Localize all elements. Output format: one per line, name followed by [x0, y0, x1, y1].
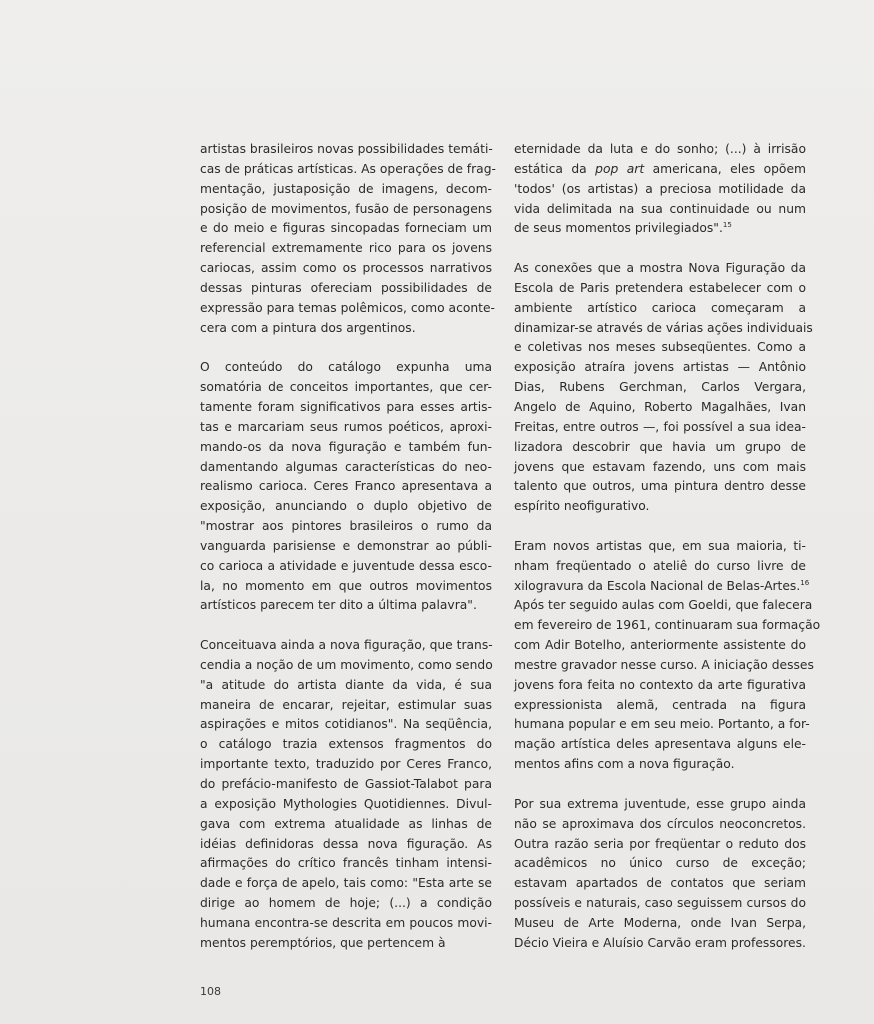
text-line: [200, 815, 492, 835]
text-line: [200, 854, 492, 874]
text-line: [514, 815, 806, 835]
line-text: exposição atraíra jovens artistas — Antônio: [514, 360, 806, 375]
line-text: cas de práticas artísticas. As operações de frag-: [200, 161, 496, 176]
text-line: [514, 398, 806, 418]
footnote-marker: 16: [800, 578, 810, 587]
line-text: "a atitude do artista diante da vida, é sua: [200, 677, 492, 692]
line-text: e do meio e figuras sincopadas forneciam um: [200, 221, 492, 236]
line-text: e coletivas nos meses subseqüentes. Como a: [514, 340, 806, 355]
text-line: [514, 934, 806, 954]
line-text: Eram novos artistas que, em sua maioria, ti-: [514, 538, 806, 553]
line-text: tamente foram significativos para esses artis-: [200, 399, 492, 414]
paragraph: [514, 795, 806, 954]
text-line: [514, 874, 806, 894]
line-text: dessas pinturas ofereciam possibilidades de: [200, 280, 492, 295]
line-text: cariocas, assim como os processos narrativos: [200, 261, 492, 276]
text-line: [200, 497, 492, 517]
line-text: 'todos' (os artistas) a preciosa motilidade da: [514, 181, 806, 196]
line-text: importante texto, traduzido por Ceres Franco,: [200, 757, 492, 772]
line-text: cera com a pintura dos argentinos.: [200, 320, 416, 335]
text-line: [200, 577, 492, 597]
text-line: [514, 835, 806, 855]
line-text: "mostrar aos pintores brasileiros o rumo da: [200, 519, 492, 534]
line-text: em fevereiro de 1961, continuaram sua formação: [514, 618, 821, 633]
text-line: [514, 418, 806, 438]
text-line: [200, 200, 492, 220]
line-text: Museu de Arte Moderna, onde Ivan Serpa,: [514, 915, 806, 930]
text-line: [200, 517, 492, 537]
line-text: Angelo de Aquino, Roberto Magalhães, Ivan: [514, 399, 806, 414]
page-number: 108: [200, 985, 221, 998]
line-text: tas e marcariam seus rumos poéticos, aproxi-: [200, 419, 492, 434]
text-line: [514, 577, 810, 597]
line-text: Escola de Paris pretendera estabelecer com o: [514, 280, 806, 295]
paragraph: [514, 259, 813, 517]
text-line: [200, 259, 492, 279]
line-text: artísticos parecem ter dito a última palavra".: [200, 598, 477, 613]
line-text: la, no momento em que outros movimentos: [200, 578, 492, 593]
line-text: Após ter seguido aulas com Goeldi, que falecera: [514, 598, 813, 613]
line-text: gava com extrema atualidade as linhas de: [200, 816, 492, 831]
line-text: dinamizar-se através de várias ações individuais: [514, 320, 813, 335]
text-line: [200, 557, 492, 577]
line-text: a exposição Mythologies Quotidiennes. Divul-: [200, 796, 492, 811]
text-line: [200, 180, 492, 200]
line-text: idéias definidoras dessa nova figuração. As: [200, 836, 492, 851]
text-line: [514, 438, 806, 458]
line-text: jovens que estavam fazendo, uns com mais: [514, 459, 806, 474]
line-text: mando-os da nova figuração e também fun-: [200, 439, 492, 454]
text-line: [514, 537, 806, 557]
text-line: [514, 219, 806, 239]
text-line: [200, 874, 492, 894]
line-text: vida delimitada na sua continuidade ou num: [514, 201, 806, 216]
paragraph: [514, 140, 806, 239]
line-text: maneira de encarar, rejeitar, estimular suas: [200, 697, 492, 712]
text-line: [200, 299, 495, 319]
line-text: O conteúdo do catálogo expunha uma: [200, 360, 492, 375]
text-line: [200, 140, 492, 160]
text-line: [514, 497, 806, 517]
line-text: não se aproximava dos círculos neoconcretos.: [514, 816, 806, 831]
text-line: [514, 735, 806, 755]
line-text: Outra razão seria por freqüentar o reduto dos: [514, 836, 806, 851]
line-text: co carioca a atividade e juventude dessa esco-: [200, 558, 492, 573]
line-text: estavam apartados de contatos que seriam: [514, 876, 806, 891]
text-line: [200, 676, 492, 696]
paragraph: [514, 537, 821, 775]
line-text: humana encontra-se descrita em poucos movi-: [200, 915, 492, 930]
text-line: [200, 636, 492, 656]
text-line: [200, 696, 492, 716]
text-line: [200, 398, 492, 418]
footnote-marker: 15: [722, 221, 732, 230]
line-text: ambiente artístico carioca começaram a: [514, 300, 806, 315]
text-line: [200, 894, 492, 914]
line-text: mestre gravador nesse curso. A iniciação desses: [514, 657, 814, 672]
line-text: mentos afins com a nova figuração.: [514, 757, 735, 772]
text-line: [514, 180, 806, 200]
line-text: humana popular e em seu meio. Portanto, a for-: [514, 717, 810, 732]
line-text: Dias, Rubens Gerchman, Carlos Vergara,: [514, 380, 806, 395]
text-line: [514, 914, 806, 934]
line-text: expressionista alemã, centrada na figura: [514, 697, 806, 712]
line-text: possíveis e naturais, caso seguissem cursos do: [514, 896, 806, 911]
line-text: dirige ao homem de hoje; (...) a condição: [200, 896, 492, 911]
text-line: [200, 735, 492, 755]
line-text: expressão para temas polêmicos, como aconte-: [200, 300, 495, 315]
paragraph: [200, 358, 492, 616]
line-text: mação artística deles apresentava alguns ele-: [514, 737, 806, 752]
text-line: [200, 319, 492, 339]
line-text: realismo carioca. Ceres Franco apresentava a: [200, 479, 492, 494]
line-text: somatória de conceitos importantes, que cer-: [200, 380, 492, 395]
line-text: damentando algumas características do neo-: [200, 459, 492, 474]
paragraph: [200, 140, 496, 338]
line-text: acadêmicos no único curso de exceção;: [514, 856, 806, 871]
line-text: Freitas, entre outros —, foi possível a sua idea-: [514, 419, 806, 434]
text-line: [514, 200, 806, 220]
text-line: [514, 676, 806, 696]
text-line: [514, 259, 806, 279]
text-line: [200, 914, 492, 934]
text-line: [200, 715, 492, 735]
text-line: [200, 219, 492, 239]
text-line: [200, 755, 492, 775]
line-text: dade e força de apelo, tais como: "Esta arte se: [200, 876, 492, 891]
line-text: As conexões que a mostra Nova Figuração da: [514, 261, 806, 276]
text-line: [514, 378, 806, 398]
text-line: [200, 438, 492, 458]
line-text: jovens fora feita no contexto da arte figurativa: [514, 677, 806, 692]
line-text: afirmações do crítico francês tinham intensi-: [200, 856, 492, 871]
text-line: [514, 696, 806, 716]
text-line: [514, 755, 806, 775]
line-text: Conceituava ainda a nova figuração, que trans-: [200, 638, 493, 653]
text-line: [200, 596, 492, 616]
line-text: Por sua extrema juventude, esse grupo ainda: [514, 796, 806, 811]
line-text: do prefácio-manifesto de Gassiot-Talabot para: [200, 777, 492, 791]
text-line: [200, 477, 492, 497]
line-text: com Adir Botelho, anteriormente assistente do: [514, 638, 806, 653]
line-text: referencial extremamente rico para os jovens: [200, 241, 492, 256]
text-line: [514, 596, 813, 616]
line-text: posição de movimentos, fusão de personagens: [200, 201, 492, 216]
text-line: [514, 616, 821, 636]
text-line: [200, 775, 492, 795]
line-text: nham freqüentado o ateliê do curso livre de: [514, 558, 806, 573]
line-text: talento que outros, uma pintura dentro desse: [514, 479, 806, 494]
text-line: [514, 477, 806, 497]
text-line: [514, 636, 806, 656]
text-line: [514, 299, 806, 319]
text-line: [514, 279, 806, 299]
text-line: [514, 557, 806, 577]
text-line: [514, 319, 813, 339]
paragraph: [200, 636, 492, 954]
line-text: eternidade da luta e do sonho; (...) à irrisão: [514, 142, 806, 156]
line-text: espírito neofigurativo.: [514, 499, 650, 514]
text-line: [200, 656, 492, 676]
text-line: [514, 338, 806, 358]
text-line: [200, 378, 492, 398]
line-text: cendia a noção de um movimento, como sendo: [200, 657, 493, 672]
text-line: [514, 894, 806, 914]
line-text: o catálogo trazia extensos fragmentos do: [200, 737, 492, 752]
text-line: [200, 537, 492, 557]
line-text: aspirações e mitos cotidianos". Na seqüência,: [200, 717, 492, 732]
line-text: de seus momentos privilegiados".: [514, 221, 723, 236]
text-line: [514, 358, 806, 378]
text-line: [514, 854, 806, 874]
line-text: vanguarda parisiense e demonstrar ao públi-: [200, 538, 492, 553]
text-line: [200, 239, 492, 259]
text-line: [514, 458, 806, 478]
text-line: [200, 458, 492, 478]
line-text: estática da pop art americana, eles opõem: [514, 161, 806, 176]
text-line: [200, 934, 492, 954]
text-line: [200, 835, 492, 855]
line-text: artistas brasileiros novas possibilidades temáti-: [200, 142, 493, 156]
line-text: exposição, anunciando o duplo objetivo de: [200, 499, 492, 514]
text-line: [200, 279, 492, 299]
text-line: [514, 160, 806, 180]
text-line: [200, 358, 492, 378]
line-text: mentação, justaposição de imagens, decom-: [200, 181, 492, 196]
text-line: [200, 795, 492, 815]
text-line: [514, 656, 814, 676]
line-text: Décio Vieira e Aluísio Carvão eram professores.: [514, 935, 806, 950]
line-text: xilogravura da Escola Nacional de Belas-Artes.: [514, 578, 801, 593]
left-column: [200, 140, 496, 973]
line-text: lizadora descobrir que havia um grupo de: [514, 439, 806, 454]
text-line: [514, 140, 806, 160]
text-line: [200, 418, 492, 438]
text-line: [514, 715, 810, 735]
line-text: mentos peremptórios, que pertencem à: [200, 935, 446, 950]
text-line: [514, 795, 806, 815]
right-column: [514, 140, 821, 973]
text-line: [200, 160, 496, 180]
